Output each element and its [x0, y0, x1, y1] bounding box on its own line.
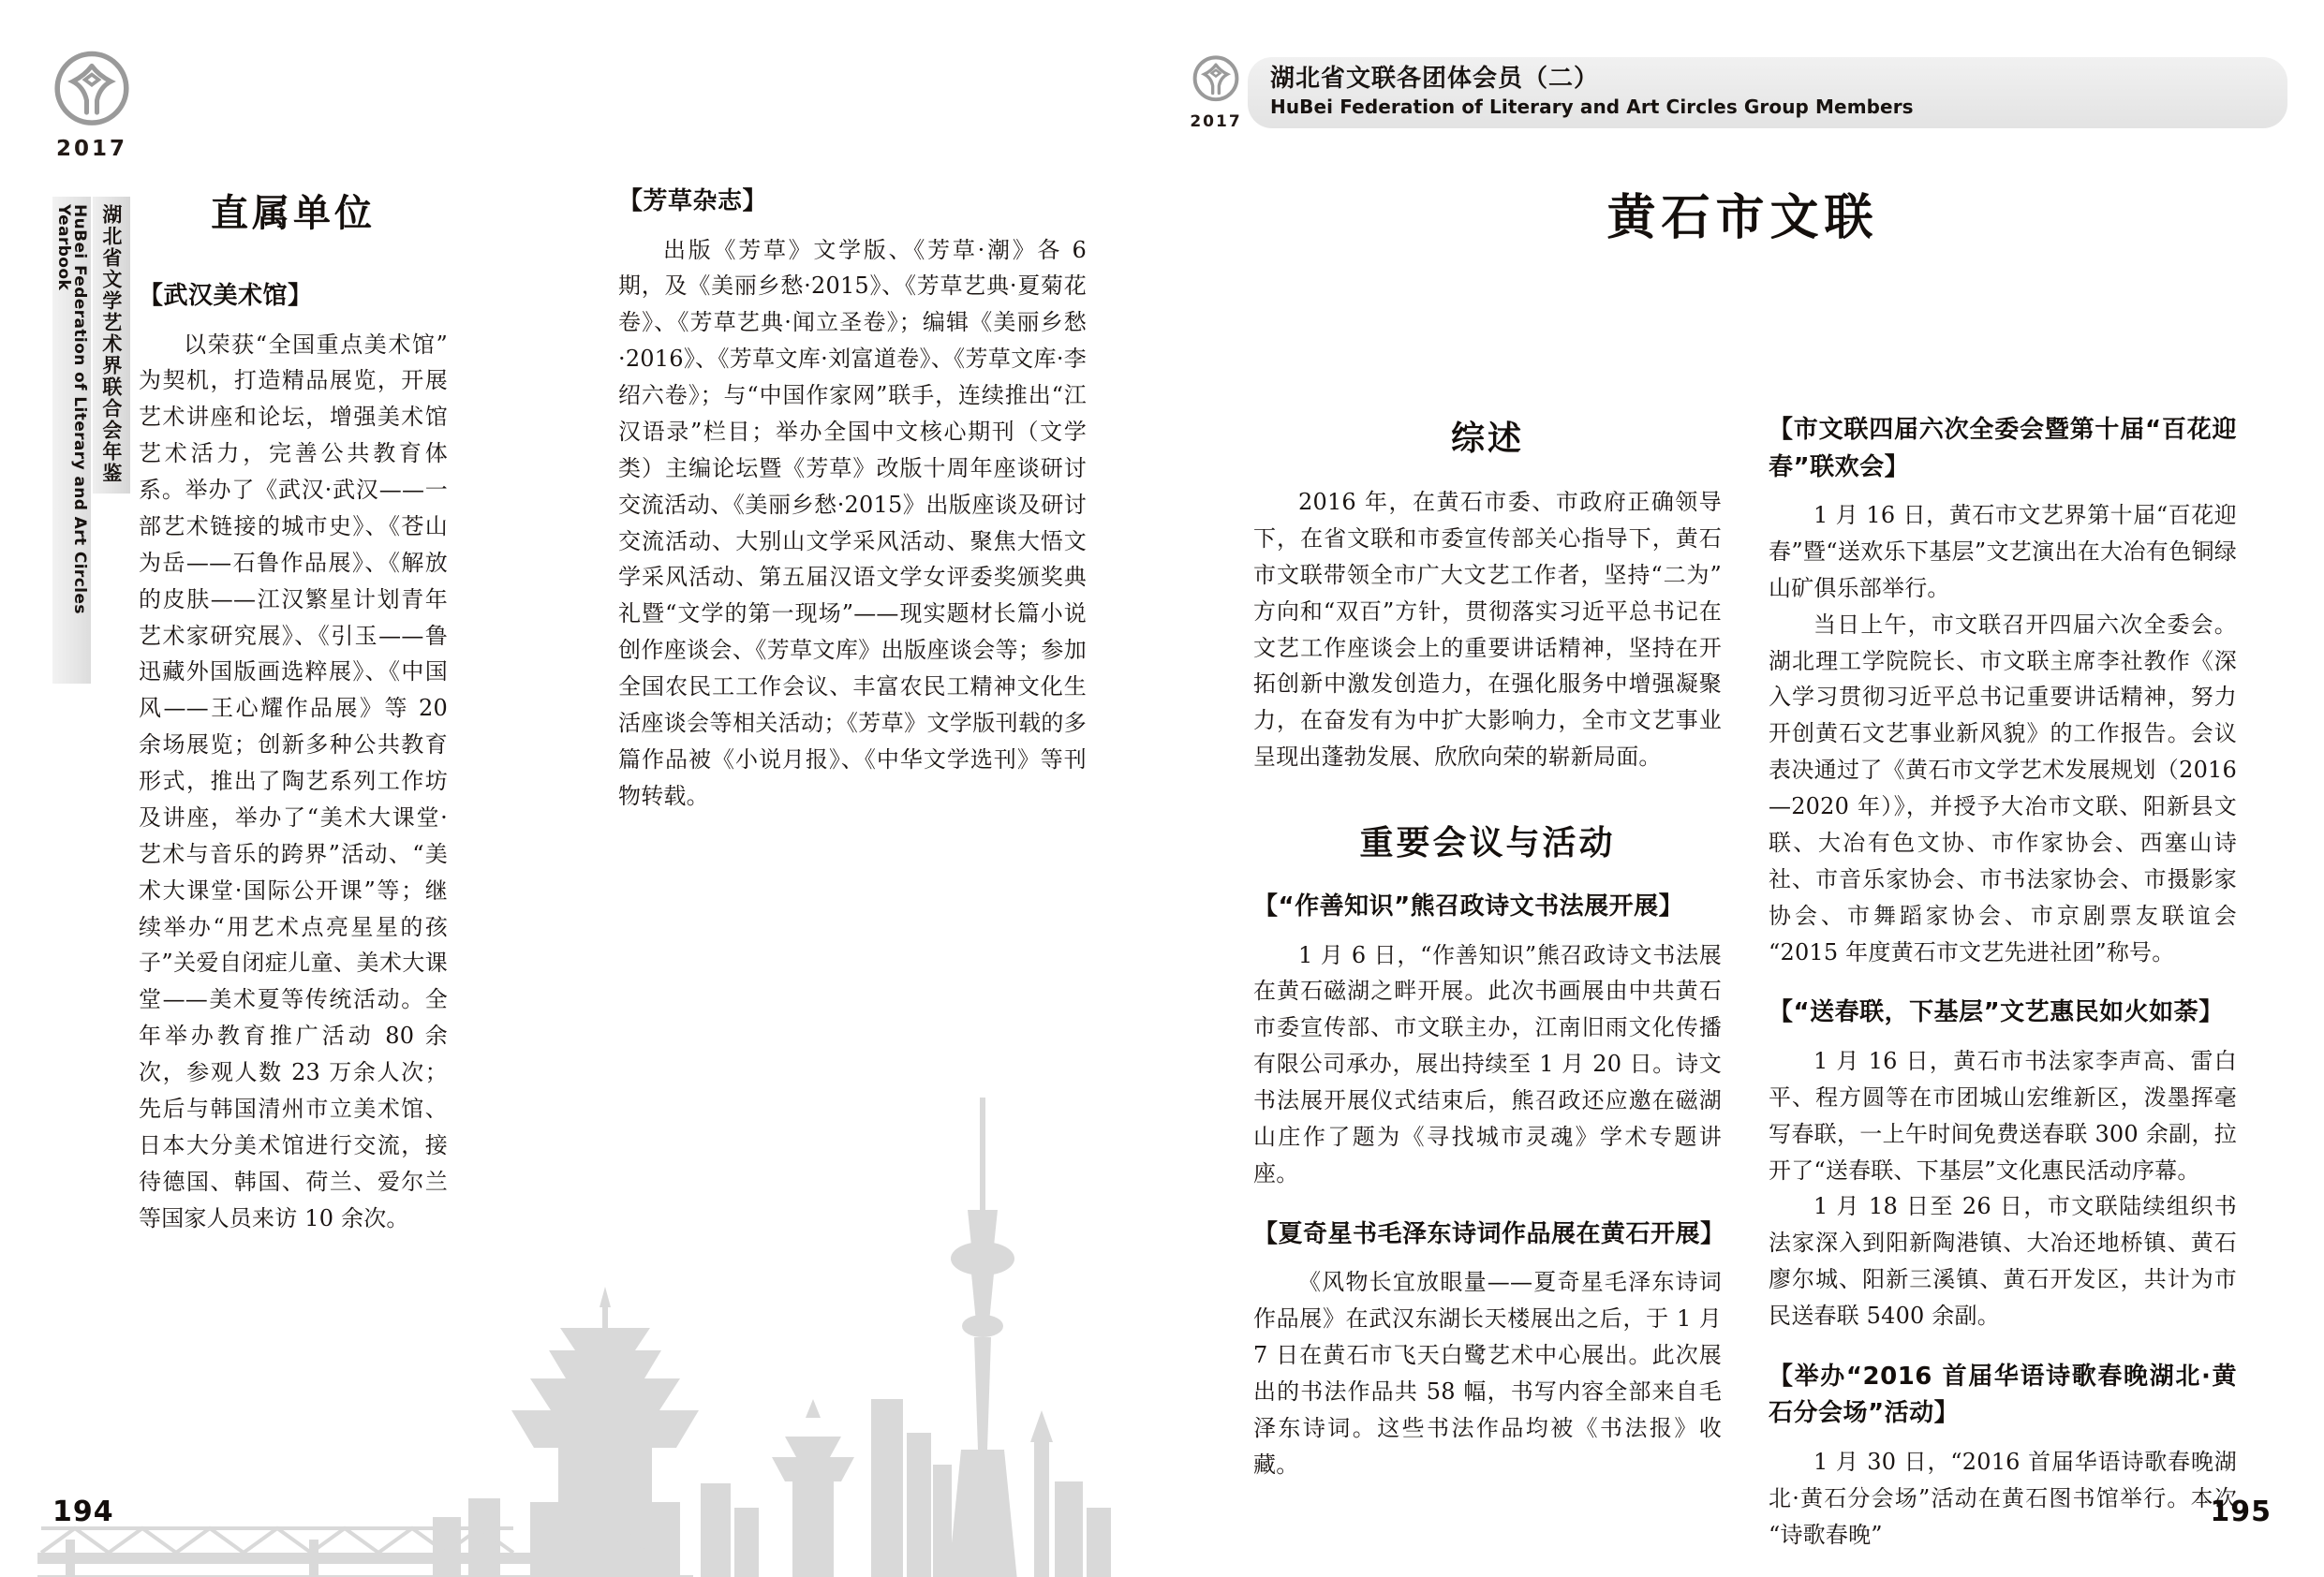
- entry-title: 【“作善知识”熊召政诗文书法展开展】: [1253, 892, 1684, 921]
- entry-paragraph-1: 1 月 16 日，黄石市文艺界第十届“百花迎春”暨“送欢乐下基层”文艺演出在大冶有色铜绿山矿俱乐部举行。: [1769, 502, 2237, 601]
- entry-paragraph: 《风物长宜放眼量——夏奇星毛泽东诗词作品展》在武汉东湖长天楼展出之后，于 1 月 7 日在黄石市飞天白鹭艺术中心展出。此次展出的书法作品共 58 幅，书写内容全部来自毛泽东诗词。这些书法作品均被《书法报》收藏。: [1253, 1269, 1722, 1478]
- entry-plenary-session-gala: [1769, 412, 2237, 970]
- spine-label-english: HuBei Federation of Literary and Art Circles Yearbook: [52, 197, 91, 684]
- logo-year: 2017: [55, 137, 127, 161]
- right-column-2: [1769, 412, 2237, 1554]
- right-column-1: [1253, 412, 1725, 1482]
- section-title-direct-units: 直属单位: [211, 192, 376, 235]
- page-number-left: 194: [52, 1496, 114, 1528]
- left-column-2: [618, 184, 1087, 815]
- entry-title: 【“送春联，下基层”文艺惠民如火如荼】: [1769, 998, 2224, 1027]
- entry-title: 【夏奇星书毛泽东诗词作品展在黄石开展】: [1253, 1219, 1725, 1248]
- running-header-english: HuBei Federation of Literary and Art Circles Group Members: [1270, 96, 1914, 119]
- entry-poetry-spring-gala: [1769, 1359, 2237, 1554]
- running-header: [1190, 54, 2287, 131]
- entry-paragraph-2: 当日上午，市文联召开四届六次全委会。湖北理工学院院长、市文联主席李社教作《深入学习贯彻习近平总书记重要讲话精神，努力开创黄石文艺事业新风貌》的工作报告。会议表决通过了《黄石市文学艺术发展规划（2016—2020 年）》，并授予大冶市文联、阳新县文联、大冶有色文协、市作家协会、西塞山诗社、市音乐家协会、市书法家协会、市摄影家协会、市舞蹈家协会、市京剧票友联谊会“2015 年度黄石市文艺先进社团”称号。: [1769, 611, 2237, 965]
- entry-paragraph: 1 月 6 日，“作善知识”熊召政诗文书法展在黄石磁湖之畔开展。此次书画展由中共黄石市委宣传部、市文联主办，江南旧雨文化传播有限公司承办，展出持续至 1 月 20 日。诗文书法展开展仪式结束后，熊召政还应邀在磁湖山庄作了题为《寻找城市灵魂》学术专题讲座。: [1253, 941, 1722, 1186]
- running-header-logo: [1190, 54, 1242, 131]
- entry-title-wuhan-art-museum: 【武汉美术馆】: [139, 282, 313, 310]
- entry-body-wuhan-art-museum: 以荣获“全国重点美术馆”为契机，打造精品展览，开展艺术讲座和论坛，增强美术馆艺术活力，完善公共教育体系。举办了《武汉·武汉——一部艺术链接的城市史》、《苍山为岳——石鲁作品展》、《解放的皮肤——江汉繁星计划青年艺术家研究展》、《引玉——鲁迅藏外国版画选粹展》、《中国风——王心耀作品展》等 20 余场展览；创新多种公共教育形式，推出了陶艺系列工作坊及讲座，举办了“美术大课堂·艺术与音乐的跨界”活动、“美术大课堂·国际公开课”等；继续举办“用艺术点亮星星的孩子”关爱自闭症儿童、美术大课堂——美术夏等传统活动。全年举办教育推广活动 80 余次，参观人数 23 万余人次；先后与韩国清州市立美术馆、日本大分美术馆进行交流，接待德国、韩国、荷兰、爱尔兰等国家人员来访 10 余次。: [139, 331, 448, 1231]
- overview-paragraph: 2016 年，在黄石市委、市政府正确领导下，在省文联和市委宣传部关心指导下，黄石市文联带领全市广大文艺工作者，坚持“二为”方向和“双百”方针，贯彻落实习近平总书记在文艺工作座谈会上的重要讲话精神，坚持在开拓创新中激发创造力，在强化服务中增强凝聚力，在奋发有为中扩大影响力，全市文艺事业呈现出蓬勃发展、欣欣向荣的崭新局面。: [1253, 489, 1722, 771]
- entry-paragraph-2: 1 月 18 日至 26 日，市文联陆续组织书法家深入到阳新陶港镇、大冶还地桥镇、黄石廖尔城、阳新三溪镇、黄石开发区，共计为市民送春联 5400 余副。: [1769, 1193, 2237, 1330]
- running-header-pill: [1248, 57, 2287, 128]
- spine-label-chinese: 湖北省文学艺术界联合会年鉴: [93, 197, 130, 494]
- entry-xia-qixing-exhibition: [1253, 1216, 1725, 1483]
- spine-label: [52, 197, 130, 684]
- entry-paragraph-1: 1 月 30 日，“2016 首届华语诗歌春晚湖北·黄石分会场”活动在黄石图书馆举行。本次“诗歌春晚”: [1769, 1448, 2237, 1548]
- heading-important-meetings: 重要会议与活动: [1359, 824, 1616, 862]
- entry-title-fangcao-magazine: 【芳草杂志】: [618, 187, 768, 215]
- running-header-chinese: 湖北省文联各团体会员（二）: [1270, 64, 1600, 93]
- page-title-huangshi-federation: 黄石市文联: [1606, 189, 1879, 246]
- federation-logo: [49, 49, 135, 161]
- entry-paragraph-1: 1 月 16 日，黄石市书法家李声高、雷白平、程方圆等在市团城山宏维新区，泼墨挥毫写春联，一上午时间免费送春联 300 余副，拉开了“送春联、下基层”文化惠民活动序幕。: [1769, 1047, 2237, 1184]
- entry-title: 【举办“2016 首届华语诗歌春晚湖北·黄石分会场”活动】: [1769, 1362, 2237, 1428]
- right-page: [1162, 0, 2324, 1577]
- entry-title: 【市文联四届六次全委会暨第十届“百花迎春”联欢会】: [1769, 416, 2237, 481]
- entry-xiong-zhaozheng-exhibition: [1253, 889, 1722, 1192]
- entry-body-fangcao-magazine: 出版《芳草》文学版、《芳草·潮》各 6 期，及《美丽乡愁·2015》、《芳草艺典·夏菊花卷》、《芳草艺典·闻立圣卷》；编辑《美丽乡愁·2016》、《芳草文库·刘富道卷》、《芳草文库·李绍六卷》；与“中国作家网”联手，连续推出“江汉语录”栏目；举办全国中文核心期刊（文学类）主编论坛暨《芳草》改版十周年座谈研讨交流活动、《美丽乡愁·2015》出版座谈及研讨交流活动、大别山文学采风活动、聚焦大悟文学采风活动、第五届汉语文学女评委奖颁奖典礼暨“文学的第一现场”——现实题材长篇小说创作座谈会、《芳草文库》出版座谈会等；参加全国农民工工作会议、丰富农民工精神文化生活座谈会等相关活动；《芳草》文学版刊载的多篇作品被《小说月报》、《中华文学选刊》等刊物转载。: [618, 236, 1087, 809]
- page-number-right: 195: [2210, 1496, 2272, 1528]
- entry-spring-couplets-outreach: [1769, 995, 2237, 1334]
- running-header-year: 2017: [1190, 112, 1242, 131]
- left-column-1: [139, 184, 448, 1236]
- heading-overview: 综述: [1450, 420, 1524, 458]
